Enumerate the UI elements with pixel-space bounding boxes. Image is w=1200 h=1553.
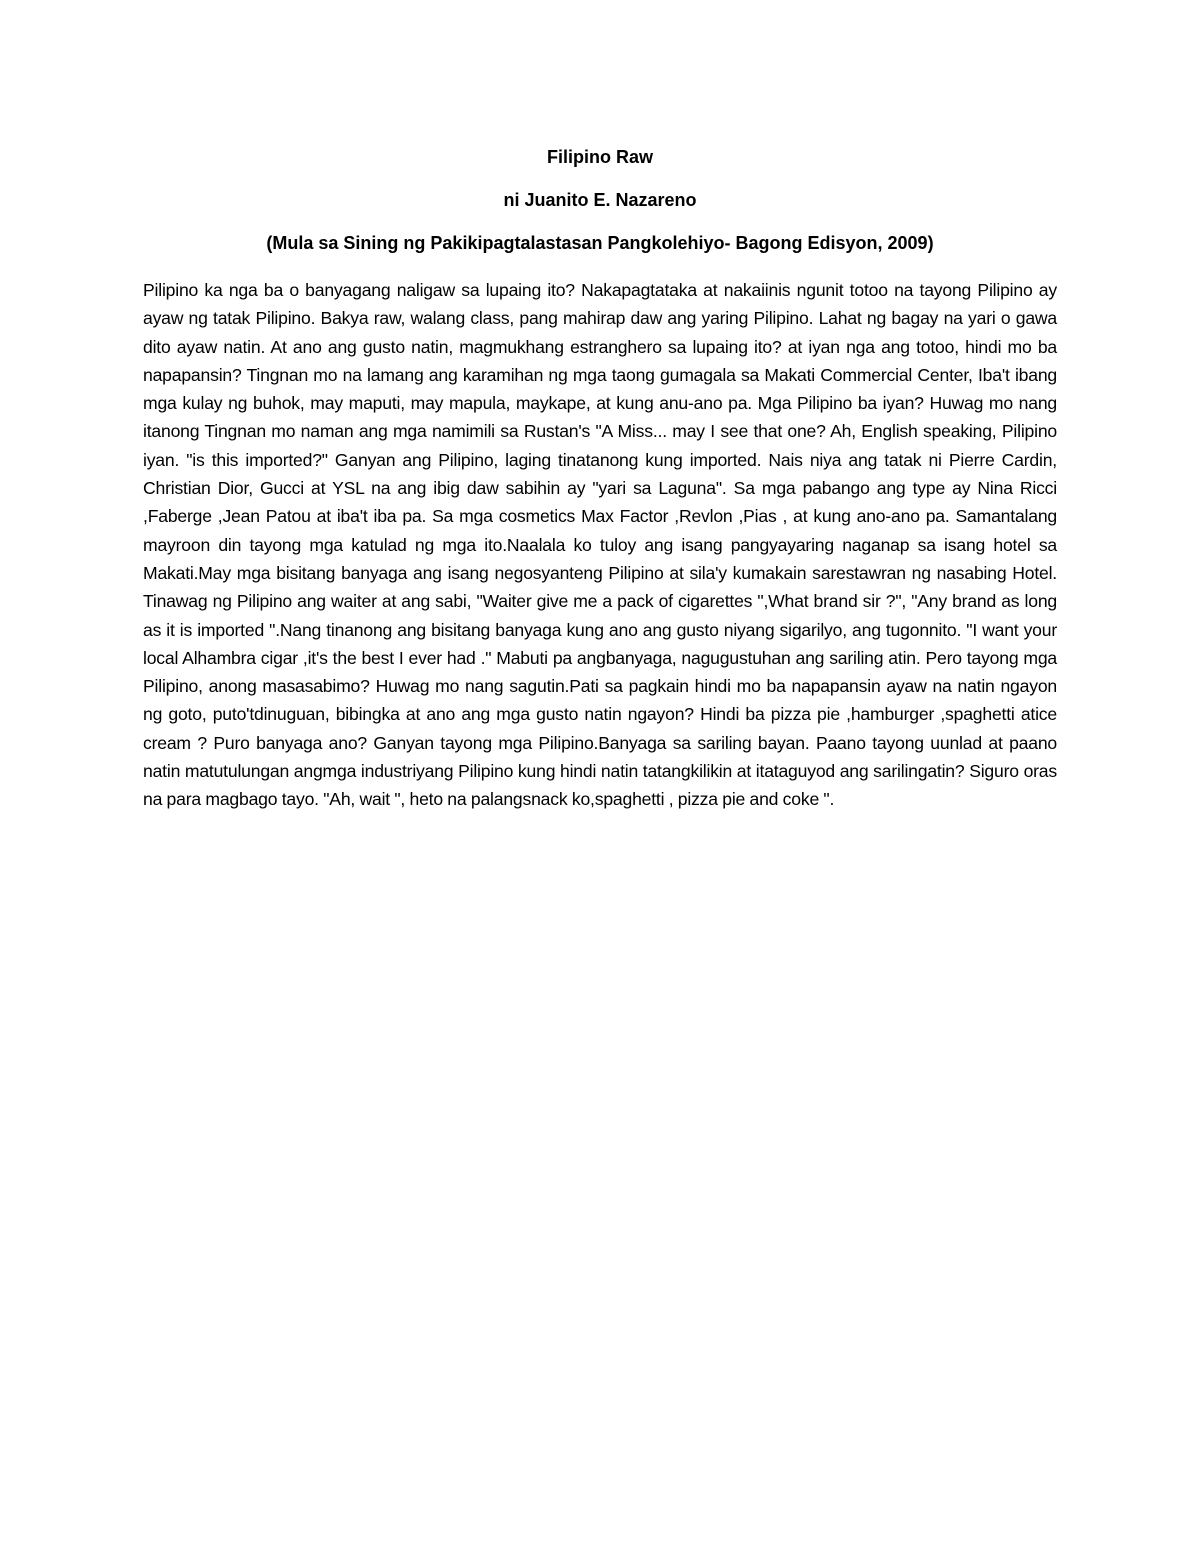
body-paragraph: Pilipino ka nga ba o banyagang naligaw sa lupaing ito? Nakapagtataka at nakaiinis ngunit totoo na tayong Pilipino ay ayaw ng tatak Pilipino. Bakya raw, walang class, pang mahirap daw ang yaring Pilipino. Lahat ng bagay na yari o gawa dito ayaw natin. At ano ang gusto natin, magmukhang estranghero sa lupaing ito? at iyan nga ang totoo, hindi mo ba napapansin? Tingnan mo na lamang ang karamihan ng mga taong gumagala sa Makati Commercial Center, Iba't ibang mga kulay ng buhok, may maputi, may mapula, maykape, at kung anu-ano pa. Mga Pilipino ba iyan? Huwag mo nang itanong Tingnan mo naman ang mga namimili sa Rustan's "A Miss... may I see that one? Ah, English speaking, Pilipino iyan. "is this imported?" Ganyan ang Pilipino, laging tinatanong kung imported. Nais niya ang tatak ni Pierre Cardin, Christian Dior, Gucci at YSL na ang ibig daw sabihin ay "yari sa Laguna". Sa mga pabango ang type ay Nina Ricci ,Faberge ,Jean Patou at iba't iba pa. Sa mga cosmetics Max Factor ,Revlon ,Pias , at kung ano-ano pa. Samantalang mayroon din tayong mga katulad ng mga ito.Naalala ko tuloy ang isang pangyayaring naganap sa isang hotel sa Makati.May mga bisitang banyaga ang isang negosyanteng Pilipino at sila'y kumakain sarestawran ng nasabing Hotel. Tinawag ng Pilipino ang waiter at ang sabi, "Waiter give me a pack of cigarettes ",What brand sir ?", "Any brand as long as it is imported ".Nang tinanong ang bisitang banyaga kung ano ang gusto niyang sigarilyo, ang tugonnito. "I want your local Alhambra cigar ,it's the best I ever had ." Mabuti pa angbanyaga, nagugustuhan ang sariling atin. Pero tayong mga Pilipino, anong masasabimo? Huwag mo nang sagutin.Pati sa pagkain hindi mo ba napapansin ayaw na natin ngayon ng goto, puto'tdinuguan, bibingka at ano ang mga gusto natin ngayon? Hindi ba pizza pie ,hamburger ,spaghetti atice cream ? Puro banyaga ano? Ganyan tayong mga Pilipino.Banyaga sa sariling bayan. Paano tayong uunlad at paano natin matutulungan angmga industriyang Pilipino kung hindi natin tatangkilikin at itataguyod ang sarilingatin? Siguro oras na para magbago tayo. "Ah, wait ", heto na palangsnack ko,spaghetti , pizza pie and coke ". (143, 280, 1057, 810)
document-header (143, 143, 1057, 272)
source-line: (Mula sa Sining ng Pakikipagtalastasan Pangkolehiyo- Bagong Edisyon, 2009) (266, 233, 934, 253)
document-title: Filipino Raw (547, 147, 653, 167)
author-line: ni Juanito E. Nazareno (503, 190, 697, 210)
